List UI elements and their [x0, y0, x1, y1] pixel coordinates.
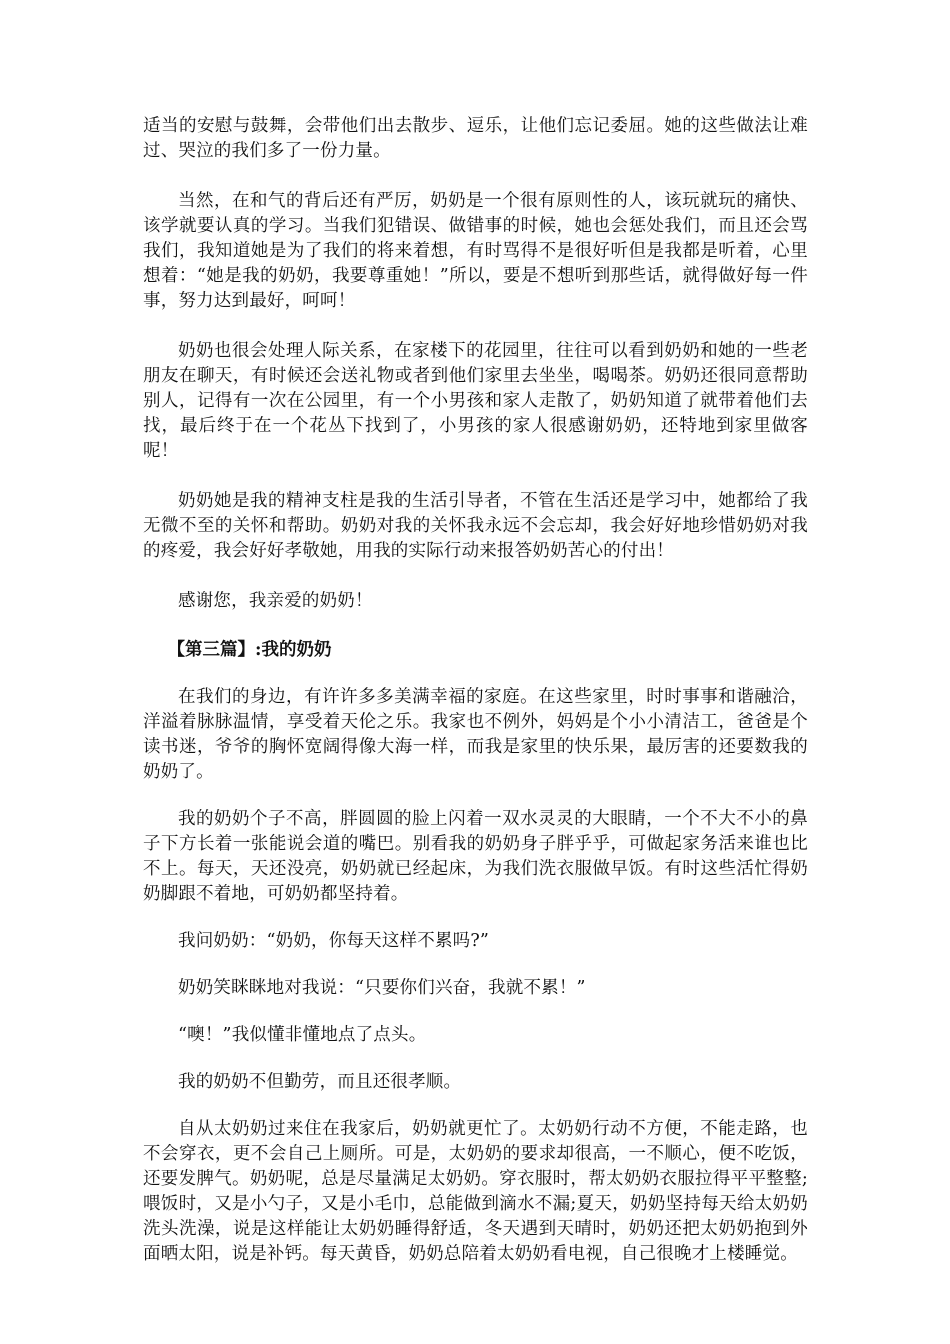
- section-heading: 【第三篇】:我的奶奶: [167, 640, 332, 660]
- paragraph-grandma-appearance: 我的奶奶个子不高，胖圆圆的脸上闪着一双水灵灵的大眼睛，一个不大不小的鼻子下方长着一张能说会道的嘴巴。别看我的奶奶身子胖乎乎，可做起家务活来谁也比不上。每天，天还没亮，奶奶就已经起床，为我们洗衣服做早饭。有时这些活忙得奶奶脚跟不着地，可奶奶都坚持着。: [143, 809, 808, 904]
- paragraph-relationships: 奶奶也很会处理人际关系，在家楼下的花园里，往往可以看到奶奶和她的一些老朋友在聊天，有时候还会送礼物或者到他们家里去坐坐，喝喝茶。奶奶还很同意帮助别人，记得有一次在公园里，有一个小男孩和家人走散了，奶奶知道了就带着他们去找，最后终于在一个花丛下找到了，小男孩的家人很感谢奶奶，还特地到家里做客呢！: [143, 341, 808, 461]
- document-page: [143, 114, 808, 1267]
- paragraph-question: 我问奶奶：“奶奶，你每天这样不累吗?”: [178, 931, 490, 951]
- paragraph-family: 在我们的身边，有许许多多美满幸福的家庭。在这些家里，时时事事和谐融洽，洋溢着脉脉温情，享受着天伦之乐。我家也不例外，妈妈是个小小清洁工，爸爸是个读书迷，爷爷的胸怀宽阔得像大海一样，而我是家里的快乐果，最厉害的还要数我的奶奶了。: [143, 687, 808, 782]
- paragraph-nod: “噢！”我似懂非懂地点了点头。: [178, 1025, 427, 1045]
- paragraph-filial: 我的奶奶不但勤劳，而且还很孝顺。: [178, 1072, 462, 1092]
- paragraph-answer: 奶奶笑眯眯地对我说：“只要你们兴奋，我就不累！”: [178, 978, 586, 998]
- paragraph-thanks: 感谢您，我亲爱的奶奶！: [178, 591, 373, 611]
- paragraph-comfort: 适当的安慰与鼓舞，会带他们出去散步、逗乐，让他们忘记委屈。她的这些做法让难过、哭泣的我们多了一份力量。: [143, 116, 808, 161]
- paragraph-great-grandma: 自从太奶奶过来住在我家后，奶奶就更忙了。太奶奶行动不方便，不能走路，也不会穿衣，更不会自己上厕所。可是，太奶奶的要求却很高，一不顺心，便不吃饭，还要发脾气。奶奶呢，总是尽量满足太奶奶。穿衣服时，帮太奶奶衣服拉得平平整整;喂饭时，又是小勺子，又是小毛巾，总能做到滴水不漏;夏天，奶奶坚持每天给太奶奶洗头洗澡，说是这样能让太奶奶睡得舒适，冬天遇到天晴时，奶奶还把太奶奶抱到外面晒太阳，说是补钙。每天黄昏，奶奶总陪着太奶奶看电视，自己很晚才上楼睡觉。: [143, 1119, 808, 1264]
- paragraph-pillar: 奶奶她是我的精神支柱是我的生活引导者，不管在生活还是学习中，她都给了我无微不至的关怀和帮助。奶奶对我的关怀我永远不会忘却，我会好好地珍惜奶奶对我的疼爱，我会好好孝敬她，用我的实际行动来报答奶奶苦心的付出！: [143, 491, 808, 561]
- paragraph-strictness: 当然，在和气的背后还有严厉，奶奶是一个很有原则性的人，该玩就玩的痛快、该学就要认真的学习。当我们犯错误、做错事的时候，她也会惩处我们，而且还会骂我们，我知道她是为了我们的将来着想，有时骂得不是很好听但是我都是听着，心里想着：“她是我的奶奶，我要尊重她！”所以，要是不想听到那些话，就得做好每一件事，努力达到最好，呵呵！: [143, 191, 808, 311]
